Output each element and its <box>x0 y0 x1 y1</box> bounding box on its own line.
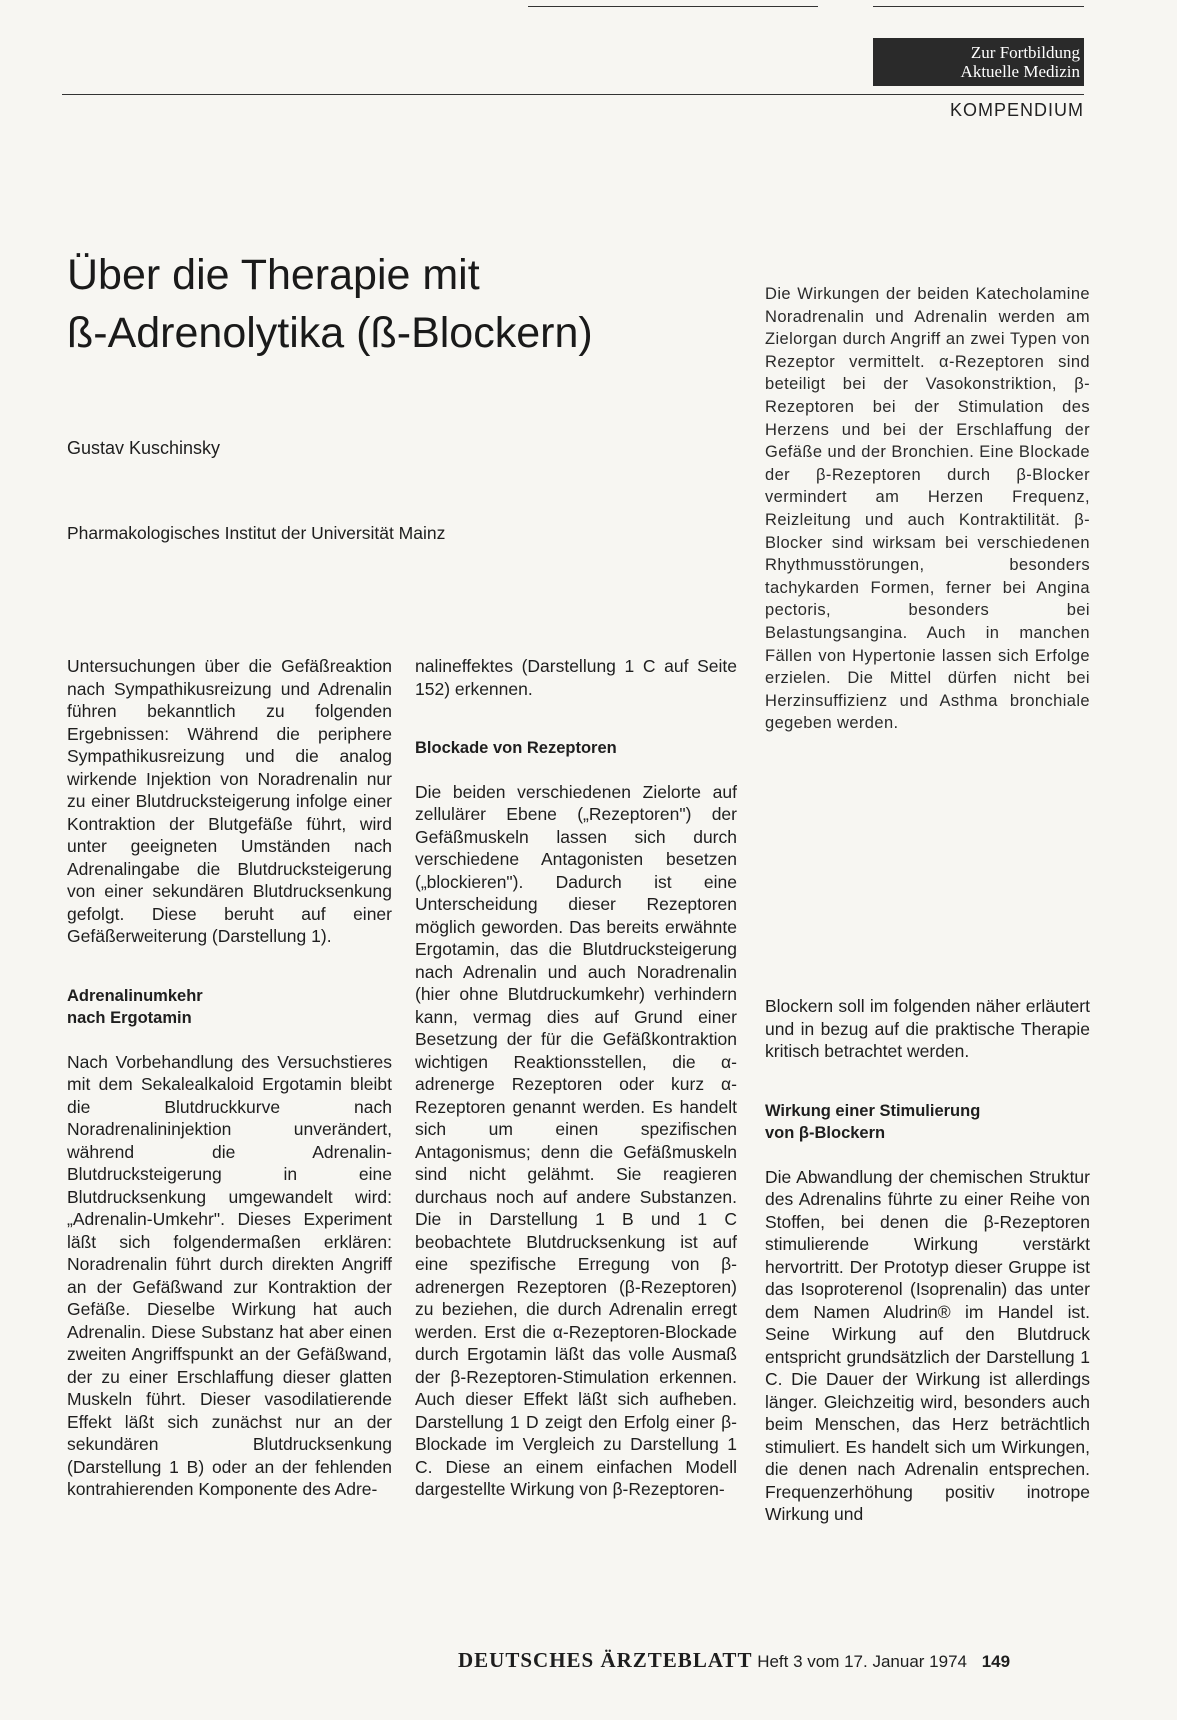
column-1 <box>67 655 392 1501</box>
top-rule-right <box>873 6 1084 7</box>
col3-heading-line-2: von β-Blockern <box>765 1124 886 1142</box>
col3-paragraph-1: Blockern soll im folgenden näher erläutert und in bezug auf die praktische Therapie kritisch betrachtet werden. <box>765 996 1090 1061</box>
institute: Pharmakologisches Institut der Universität Mainz <box>67 523 446 543</box>
journal-name: DEUTSCHES ÄRZTEBLATT <box>458 1648 753 1672</box>
summary-text: Die Wirkungen der beiden Katecholamine Noradrenalin und Adrenalin werden am Zielorgan durch Angriff an zwei Typen von Rezeptor vermittelt. α-Rezeptoren sind beteiligt bei der Vasokonstriktion, β-Rezeptoren bei der Stimulation des Herzens und bei der Erschlaffung der Gefäße und der Bronchien. Eine Blockade der β-Rezeptoren durch β-Blocker vermindert am Herzen Frequenz, Reizleitung und auch Kontraktilität. β-Blocker sind wirksam bei verschiedenen Rhythmusstörungen, besonders tachykarden Formen, ferner bei Angina pectoris, besonders bei Belastungsangina. Auch in manchen Fällen von Hypertonie lassen sich Erfolge erzielen. Die Mittel dürfen nicht bei Herzinsuffizienz und Asthma bronchiale gegeben werden. <box>765 285 1090 733</box>
author: Gustav Kuschinsky <box>67 438 221 458</box>
col1-heading-line-2: nach Ergotamin <box>67 1009 192 1027</box>
badge-line-2: Aktuelle Medizin <box>960 62 1080 81</box>
col1-paragraph-2: Nach Vorbehandlung des Versuchstieres mit dem Sekalealkaloid Ergotamin bleibt die Blutdruckkurve nach Noradrenalininjektion unverändert, während die Adrenalin-Blutdrucksteigerung in eine Blutdrucksenkung umgewandelt wird: „Adrenalin-Umkehr". Dieses Experiment läßt sich folgendermaßen erklären: Noradrenalin führt durch direkten Angriff an der Gefäßwand zur Kontraktion der Gefäße. Dieselbe Wirkung hat auch Adrenalin. Diese Substanz hat aber einen zweiten Angriffspunkt an der Gefäßwand, der zu einer Erschlaffung dieser glatten Muskeln führt. Dieser vasodilatierende Effekt läßt sich zunächst nur an der sekundären Blutdrucksenkung (Darstellung 1 B) oder an der fehlenden kontrahierenden Komponente des Adre- <box>67 1051 392 1499</box>
col2-paragraph-1: nalineffektes (Darstellung 1 C auf Seite 152) erkennen. <box>415 656 737 699</box>
page-footer <box>458 1648 1010 1673</box>
section-badge <box>873 38 1084 86</box>
title-line-2: ß-Adrenolytika (ß-Blockern) <box>67 309 593 357</box>
col3-heading-line-1: Wirkung einer Stimulierung <box>765 1101 981 1120</box>
issue-info: Heft 3 vom 17. Januar 1974 <box>757 1652 967 1671</box>
column-2 <box>415 655 737 1501</box>
column-3 <box>765 995 1090 1526</box>
col1-heading-line-1: Adrenalinumkehr <box>67 986 203 1005</box>
col2-heading: Blockade von Rezeptoren <box>415 739 617 757</box>
col3-paragraph-2: Die Abwandlung der chemischen Struktur des Adrenalins führte zu einer Reihe von Stoffen, bei denen die β-Rezeptoren stimulierende Wirkung verstärkt hervortritt. Der Prototyp dieser Gruppe ist das Isoproterenol (Isoprenalin) das unter dem Namen Aludrin® im Handel ist. Seine Wirkung auf den Blutdruck entspricht grundsätzlich der Darstellung 1 C. Die Dauer der Wirkung ist allerdings länger. Gleichzeitig wird, besonders auch beim Menschen, das Herz beträchtlich stimuliert. Es handelt sich um Wirkungen, die denen nach Adrenalin entsprechen. Frequenzerhöhung positiv inotrope Wirkung und <box>765 1166 1090 1524</box>
article-title <box>67 246 593 362</box>
col3-heading <box>765 1100 1090 1145</box>
summary-box <box>765 283 1090 735</box>
top-rule-short <box>528 6 818 7</box>
badge-line-1: Zur Fortbildung <box>970 43 1080 62</box>
col1-paragraph-1: Untersuchungen über die Gefäßreaktion nach Sympathikusreizung und Adrenalin führen bekanntlich zu folgenden Ergebnissen: Während die periphere Sympathikusreizung und die analog wirkende Injektion von Noradrenalin nur zu einer Blutdrucksteigerung infolge einer Kontraktion der Blutgefäße führt, wird unter geeigneten Umständen nach Adrenalingabe die Blutdrucksteigerung von einer sekundären Blutdrucksenkung gefolgt. Diese beruht auf einer Gefäßerweiterung (Darstellung 1). <box>67 656 392 946</box>
col2-paragraph-2: Die beiden verschiedenen Zielorte auf zellulärer Ebene („Rezeptoren") der Gefäßmuskeln lassen sich durch verschiedene Antagonisten besetzen („blockieren"). Dadurch ist eine Unterscheidung dieser Rezeptoren möglich geworden. Das bereits erwähnte Ergotamin, das die Blutdrucksteigerung nach Adrenalin und auch Noradrenalin (hier ohne Blutdruckumkehr) verhindern kann, vermag dies auf Grund einer Besetzung der für die Gefäßkontraktion wichtigen Reaktionsstellen, die α-adrenerge Rezeptoren oder kurz α-Rezeptoren genannt werden. Es handelt sich um einen spezifischen Antagonismus; denn die Gefäßmuskeln sind nicht gelähmt. Sie reagieren durchaus noch auf andere Substanzen. Die in Darstellung 1 B und 1 C beobachtete Blutdrucksenkung ist auf eine spezifische Erregung von β-adrenergen Rezeptoren (β-Rezeptoren) zu beziehen, die durch Adrenalin erregt werden. Erst die α-Rezeptoren-Blockade durch Ergotamin läßt das volle Ausmaß der β-Rezeptoren-Stimulation erkennen. Auch dieser Effekt läßt sich aufheben. Darstellung 1 D zeigt den Erfolg einer β-Blockade im Vergleich zu Darstellung 1 C. Diese an einem einfachen Modell dargestellte Wirkung von β-Rezeptoren- <box>415 781 737 1499</box>
page-number: 149 <box>981 1652 1011 1671</box>
section-label: KOMPENDIUM <box>949 100 1084 120</box>
header-rule <box>62 94 1084 95</box>
col1-heading <box>67 985 392 1030</box>
title-line-1: Über die Therapie mit <box>67 251 480 299</box>
